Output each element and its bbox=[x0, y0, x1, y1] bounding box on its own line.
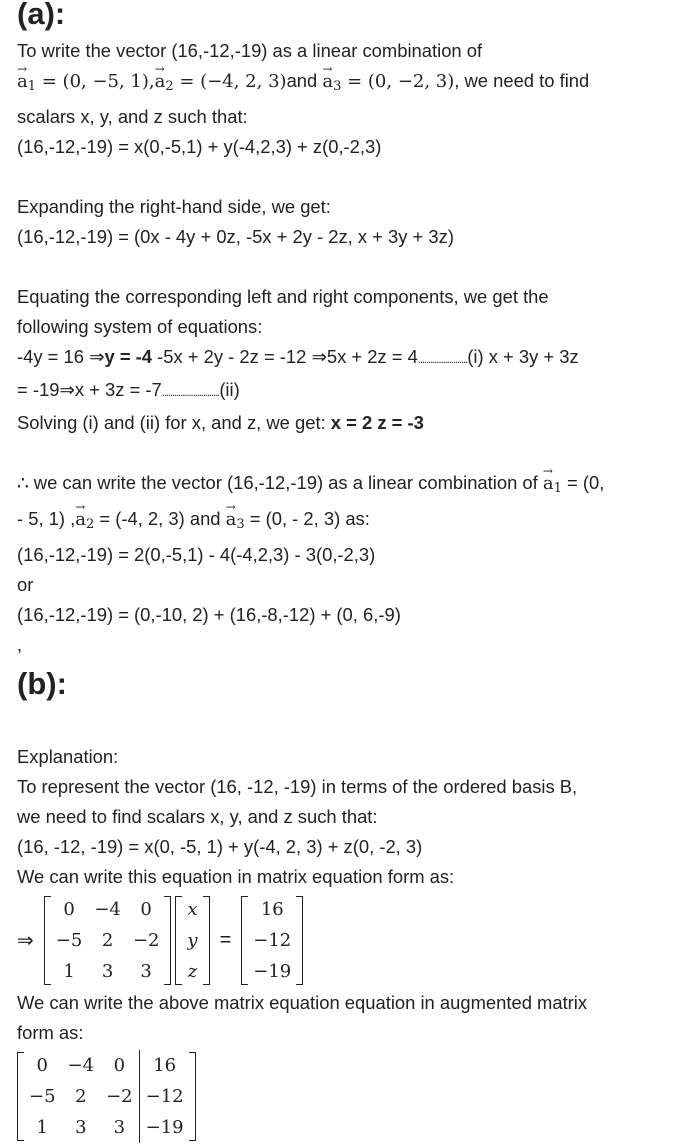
subscript-1: 1 bbox=[553, 481, 562, 496]
eq-text: (ii) bbox=[219, 379, 240, 400]
eq-text: -5x + 2y - 2z = -12 ⇒5x + 2z = 4 bbox=[152, 346, 418, 367]
subscript-2: 2 bbox=[86, 517, 95, 532]
eq-text: (i) x + 3y + 3z bbox=[467, 346, 579, 367]
a2-value: = (−4, 2, 3) bbox=[173, 71, 287, 92]
basis-vectors bbox=[17, 71, 287, 92]
vector-a1: → a bbox=[17, 67, 28, 97]
variable-cell: x bbox=[187, 898, 198, 920]
part-a-line-1: To write the vector (16,-12,-19) as a linear combination of bbox=[17, 40, 483, 61]
therefore-text: - 5, 1) , bbox=[17, 508, 76, 529]
matrix-cell: 3 bbox=[101, 960, 114, 982]
vector-a2: → a bbox=[75, 505, 86, 535]
part-a-line-5: Expanding the right-hand side, we get: bbox=[17, 196, 331, 217]
part-b-line-5: We can write this equation in matrix equation form as: bbox=[17, 866, 455, 887]
equals-symbol: = bbox=[219, 928, 232, 951]
implies-symbol: ⇒ bbox=[17, 929, 34, 952]
subscript-1: 1 bbox=[27, 79, 37, 94]
matrix-cell: −4 bbox=[94, 898, 121, 920]
part-a-heading: (a): bbox=[17, 0, 66, 31]
xz-result: x = 2 z = -3 bbox=[330, 412, 424, 433]
part-a-equation: (16,-12,-19) = x(0,-5,1) + y(-4,2,3) + z(0,-2,3) bbox=[17, 136, 382, 157]
matrix-cell: 0 bbox=[113, 1054, 126, 1076]
subscript-3: 3 bbox=[333, 79, 342, 94]
matrix-cell: 0 bbox=[36, 1054, 48, 1076]
constant-cell: 16 bbox=[260, 898, 284, 920]
vector-a2: → a bbox=[155, 67, 166, 97]
matrix-cell: −5 bbox=[55, 929, 83, 951]
matrix-cell: 3 bbox=[140, 960, 152, 982]
therefore-text: = (-4, 2, 3) and bbox=[94, 508, 226, 529]
part-b-explanation: Explanation: bbox=[17, 746, 119, 767]
and-text: and bbox=[286, 70, 323, 91]
part-a-expanded: (16,-12,-19) = (0x - 4y + 0z, -5x + 2y - 2z, x + 3y + 3z) bbox=[17, 226, 454, 247]
matrix-equation bbox=[17, 892, 672, 988]
coefficient-matrix bbox=[44, 894, 172, 987]
subscript-3: 3 bbox=[236, 517, 245, 532]
part-b-line-3: we need to find scalars x, y, and z such that: bbox=[17, 806, 378, 827]
therefore-text: = (0, - 2, 3) as: bbox=[244, 508, 370, 529]
matrix-cell: 1 bbox=[63, 960, 75, 982]
augmented-matrix bbox=[17, 1050, 196, 1143]
part-a-or: or bbox=[17, 574, 34, 595]
matrix-cell: 1 bbox=[36, 1116, 48, 1138]
eq-text: -4y = 16 ⇒ bbox=[17, 346, 105, 367]
matrix-cell: −19 bbox=[139, 1112, 190, 1143]
part-b-line-6: We can write the above matrix equation equation in augmented matrix bbox=[17, 992, 588, 1013]
part-a-basis-line bbox=[17, 66, 672, 102]
matrix-cell: 0 bbox=[63, 898, 75, 920]
constant-cell: −19 bbox=[253, 960, 292, 982]
matrix-cell: 2 bbox=[75, 1085, 87, 1107]
matrix-cell: −2 bbox=[106, 1085, 133, 1107]
a1-value: = (0, −5, 1), bbox=[36, 71, 155, 92]
part-a-solving bbox=[17, 408, 672, 438]
part-a-line-3: scalars x, y, and z such that: bbox=[17, 106, 248, 127]
part-b-line-7: form as: bbox=[17, 1022, 84, 1043]
part-a-line-7: Equating the corresponding left and right components, we get the bbox=[17, 286, 549, 307]
variable-vector bbox=[175, 894, 209, 987]
a3-value: = (0, −2, 3) bbox=[341, 71, 455, 92]
constant-cell: −12 bbox=[253, 929, 292, 951]
solving-text: Solving (i) and (ii) for x, and z, we get: bbox=[17, 412, 331, 433]
variable-cell: z bbox=[187, 960, 198, 982]
matrix-cell: 0 bbox=[140, 898, 152, 920]
matrix-cell: −5 bbox=[29, 1085, 56, 1107]
therefore-text: ∴ we can write the vector (16,-12,-19) as a linear combination of bbox=[17, 472, 543, 493]
matrix-cell: 16 bbox=[139, 1050, 190, 1081]
dot-leader: ........................ bbox=[417, 354, 468, 366]
matrix-cell: 3 bbox=[113, 1116, 126, 1138]
part-b-equation: (16, -12, -19) = x(0, -5, 1) + y(-4, 2, 3) + z(0, -2, 3) bbox=[17, 836, 423, 857]
part-b-heading: (b): bbox=[17, 666, 67, 701]
vector-a1: → a bbox=[543, 469, 554, 499]
part-a-combination: (16,-12,-19) = 2(0,-5,1) - 4(-4,2,3) - 3(0,-2,3) bbox=[17, 544, 376, 565]
y-result: y = -4 bbox=[104, 346, 153, 367]
vector-a3: → a bbox=[322, 67, 333, 97]
matrix-cell: −2 bbox=[132, 929, 160, 951]
matrix-cell: 2 bbox=[101, 929, 114, 951]
part-b-line-2: To represent the vector (16, -12, -19) in terms of the ordered basis B, bbox=[17, 776, 578, 797]
document bbox=[17, 0, 672, 1144]
augmented-matrix-row bbox=[17, 1048, 672, 1144]
basis-line-rest: , we need to find bbox=[454, 70, 590, 91]
part-a-system-line-1 bbox=[17, 342, 672, 375]
matrix-cell: 3 bbox=[75, 1116, 87, 1138]
variable-cell: y bbox=[187, 929, 198, 951]
part-a-therefore bbox=[17, 468, 672, 504]
eq-text: = -19⇒x + 3z = -7 bbox=[17, 379, 162, 400]
part-a-therefore-2 bbox=[17, 504, 672, 540]
therefore-text: = (0, bbox=[561, 472, 605, 493]
matrix-cell: −12 bbox=[139, 1081, 190, 1112]
stray-comma: , bbox=[17, 634, 23, 655]
matrix-cell: −4 bbox=[67, 1054, 95, 1076]
subscript-2: 2 bbox=[165, 79, 174, 94]
vector-a3: → a bbox=[226, 505, 237, 535]
part-a-combination-expanded: (16,-12,-19) = (0,-10, 2) + (16,-8,-12) + (0, 6,-9) bbox=[17, 604, 401, 625]
dot-leader: ............................ bbox=[161, 387, 220, 399]
part-a-system-line-2 bbox=[17, 375, 672, 408]
part-a-line-8: following system of equations: bbox=[17, 316, 263, 337]
constant-vector bbox=[241, 894, 303, 987]
